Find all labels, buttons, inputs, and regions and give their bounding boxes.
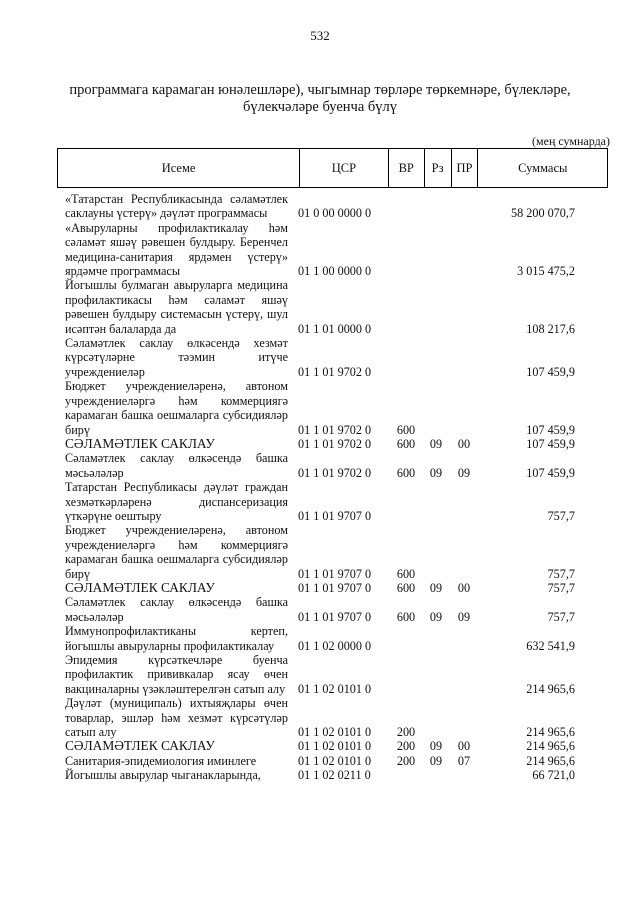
title-line-1: программага карамаган юнәлешләре), чыгымнар төрләре төркемнәре, бүлекләре, bbox=[69, 82, 571, 98]
row-sum: 757,7 bbox=[547, 508, 575, 523]
row-csr: 01 1 01 9707 0 bbox=[298, 566, 372, 581]
row-pr bbox=[450, 278, 478, 336]
row-vr bbox=[390, 192, 422, 221]
header-pr: ПР bbox=[451, 149, 478, 187]
table-row bbox=[65, 768, 575, 782]
row-pr bbox=[450, 523, 478, 581]
row-rz: 09 bbox=[429, 739, 443, 754]
table-row bbox=[65, 192, 575, 221]
row-rz bbox=[422, 379, 450, 437]
header-csr: ЦСР bbox=[299, 149, 388, 187]
row-csr: 01 1 02 0101 0 bbox=[298, 753, 372, 768]
header-vr: ВР bbox=[388, 149, 424, 187]
row-rz bbox=[422, 523, 450, 581]
row-sum: 3 015 475,2 bbox=[517, 264, 575, 279]
header-sum: Суммасы bbox=[477, 149, 607, 187]
row-sum: 58 200 070,7 bbox=[511, 206, 575, 221]
table-row bbox=[65, 595, 575, 624]
row-name: Йогышлы авырулар чыганакларында, bbox=[65, 768, 261, 783]
row-rz: 09 bbox=[429, 465, 443, 480]
row-sum: 107 459,9 bbox=[526, 436, 575, 451]
table-body bbox=[65, 192, 575, 783]
row-csr: 01 1 02 0000 0 bbox=[298, 638, 372, 653]
row-pr: 00 bbox=[457, 436, 471, 451]
row-name: Санитария-эпидемиология иминлеге bbox=[65, 753, 257, 768]
row-csr: 01 1 00 0000 0 bbox=[298, 264, 372, 279]
row-rz bbox=[422, 768, 450, 782]
row-sum: 632 541,9 bbox=[526, 638, 575, 653]
row-sum: 757,7 bbox=[547, 580, 575, 595]
table-row bbox=[65, 653, 575, 696]
row-pr bbox=[450, 480, 478, 523]
row-vr: 200 bbox=[396, 739, 416, 754]
row-rz bbox=[422, 192, 450, 221]
row-csr: 01 1 01 9707 0 bbox=[298, 580, 372, 595]
row-sum: 214 965,6 bbox=[526, 753, 575, 768]
row-name: «Авыруларны профилактикалау һәм сәламәт яшәү рәвешен булдыру. Беренчел медицина-санитария ярдәмен үстерү» ярдәмче программасы bbox=[65, 220, 288, 279]
row-rz bbox=[422, 653, 450, 696]
row-sum: 214 965,6 bbox=[526, 725, 575, 740]
row-name: СӘЛАМӘТЛЕК САКЛАУ bbox=[65, 579, 215, 595]
row-sum: 107 459,9 bbox=[526, 465, 575, 480]
row-rz bbox=[422, 696, 450, 739]
row-rz bbox=[422, 624, 450, 653]
row-pr: 00 bbox=[457, 580, 471, 595]
row-csr: 01 0 00 0000 0 bbox=[298, 206, 372, 221]
row-name: Татарстан Республикасы дәүләт граждан хезмәткәрләренә диспансеризация үткәрүне оештыру bbox=[65, 480, 288, 523]
row-rz bbox=[422, 221, 450, 279]
table-row bbox=[65, 480, 575, 523]
row-pr bbox=[450, 221, 478, 279]
table-row bbox=[65, 278, 575, 336]
row-sum: 107 459,9 bbox=[526, 364, 575, 379]
row-name: Эпидемия күрсәткечләре буенча профилактик прививкалар ясау өчен вакциналарны үзәкләштерелгән сатып алу bbox=[65, 653, 288, 696]
row-pr bbox=[450, 768, 478, 782]
table-row bbox=[65, 221, 575, 279]
row-vr: 600 bbox=[396, 566, 416, 581]
row-pr bbox=[450, 624, 478, 653]
row-csr: 01 1 02 0101 0 bbox=[298, 739, 372, 754]
row-sum: 214 965,6 bbox=[526, 681, 575, 696]
row-csr: 01 1 02 0211 0 bbox=[298, 768, 371, 783]
row-vr bbox=[390, 336, 422, 379]
row-rz bbox=[422, 278, 450, 336]
page-title bbox=[0, 82, 640, 116]
header-name: Исеме bbox=[161, 160, 196, 175]
table-row bbox=[65, 451, 575, 480]
row-sum: 757,7 bbox=[547, 609, 575, 624]
table-row bbox=[65, 696, 575, 739]
row-vr: 600 bbox=[396, 465, 416, 480]
row-pr bbox=[450, 696, 478, 739]
row-rz bbox=[422, 480, 450, 523]
row-vr: 600 bbox=[396, 436, 416, 451]
row-csr: 01 1 02 0101 0 bbox=[298, 725, 372, 740]
row-pr: 09 bbox=[457, 609, 471, 624]
row-vr: 600 bbox=[396, 609, 416, 624]
row-vr: 600 bbox=[396, 580, 416, 595]
row-name: Йогышлы булмаган авыруларга медицина профилактикасы һәм сәламәт яшәү рәвешен булдыру системасын үстерү, шул исәптән балаларда да bbox=[65, 278, 288, 336]
row-pr bbox=[450, 379, 478, 437]
row-name: Дәүләт (муниципаль) ихтыяҗлары өчен товарлар, эшләр һәм хезмәт күрсәтүләр сатып алу bbox=[65, 696, 288, 740]
table-header bbox=[57, 148, 608, 188]
row-vr: 200 bbox=[396, 753, 416, 768]
row-rz: 09 bbox=[429, 580, 443, 595]
table-row bbox=[65, 379, 575, 437]
row-sum: 757,7 bbox=[547, 566, 575, 581]
row-sum: 108 217,6 bbox=[526, 321, 575, 336]
row-vr bbox=[390, 278, 422, 336]
row-csr: 01 1 01 9702 0 bbox=[298, 364, 372, 379]
row-name: СӘЛАМӘТЛЕК САКЛАУ bbox=[65, 738, 215, 754]
table-row bbox=[65, 336, 575, 379]
row-name: Сәламәтлек саклау өлкәсендә хезмәт күрсәтүләрне тәэмин итүче учреждениеләр bbox=[65, 336, 288, 379]
row-csr: 01 1 01 9707 0 bbox=[298, 609, 372, 624]
row-pr: 00 bbox=[457, 739, 471, 754]
row-csr: 01 1 01 9702 0 bbox=[298, 436, 372, 451]
table-row bbox=[65, 624, 575, 653]
row-csr: 01 1 01 9702 0 bbox=[298, 465, 372, 480]
row-csr: 01 1 02 0101 0 bbox=[298, 681, 372, 696]
row-name: Бюджет учреждениеләренә, автоном учреждениеләргә һәм коммерциягә карамаган башка оешмаларга субсидияләр бирү bbox=[65, 379, 288, 437]
header-rz: Рз bbox=[424, 149, 451, 187]
row-rz: 09 bbox=[429, 436, 443, 451]
table-row bbox=[65, 754, 575, 768]
table-row bbox=[65, 523, 575, 581]
row-pr bbox=[450, 336, 478, 379]
row-name: Бюджет учреждениеләренә, автоном учреждениеләргә һәм коммерциягә карамаган башка оешмаларга субсидияләр бирү bbox=[65, 523, 288, 581]
row-vr: 200 bbox=[396, 725, 416, 740]
row-name: СӘЛАМӘТЛЕК САКЛАУ bbox=[65, 435, 215, 451]
row-sum: 214 965,6 bbox=[526, 739, 575, 754]
row-rz: 09 bbox=[429, 753, 443, 768]
table-row bbox=[65, 581, 575, 595]
table-row bbox=[65, 739, 575, 753]
title-line-2: бүлекчәләре буенча бүлү bbox=[242, 99, 398, 115]
row-rz bbox=[422, 336, 450, 379]
row-name: Сәламәтлек саклау өлкәсендә башка мәсьәләләр bbox=[65, 595, 288, 624]
row-csr: 01 1 01 0000 0 bbox=[298, 321, 372, 336]
row-csr: 01 1 01 9707 0 bbox=[298, 508, 372, 523]
row-pr bbox=[450, 192, 478, 221]
row-name: Сәламәтлек саклау өлкәсендә башка мәсьәләләр bbox=[65, 451, 288, 480]
row-pr bbox=[450, 653, 478, 696]
row-vr: 600 bbox=[396, 422, 416, 437]
row-pr: 07 bbox=[457, 753, 471, 768]
row-csr: 01 1 01 9702 0 bbox=[298, 422, 372, 437]
row-pr: 09 bbox=[457, 465, 471, 480]
unit-note: (мең сумнарда) bbox=[532, 134, 610, 148]
row-vr bbox=[390, 768, 422, 782]
page-number: 532 bbox=[310, 28, 330, 43]
row-vr bbox=[390, 221, 422, 279]
row-rz: 09 bbox=[429, 609, 443, 624]
row-name: Иммунопрофилактиканы кертеп, йогышлы авыруларны профилактикалау bbox=[65, 624, 288, 653]
row-sum: 107 459,9 bbox=[526, 422, 575, 437]
row-vr bbox=[390, 624, 422, 653]
table-row bbox=[65, 437, 575, 451]
row-vr bbox=[390, 480, 422, 523]
row-vr bbox=[390, 653, 422, 696]
row-sum: 66 721,0 bbox=[532, 768, 575, 783]
row-name: «Татарстан Республикасында сәламәтлек саклауны үстерү» дәүләт программасы bbox=[65, 192, 288, 221]
